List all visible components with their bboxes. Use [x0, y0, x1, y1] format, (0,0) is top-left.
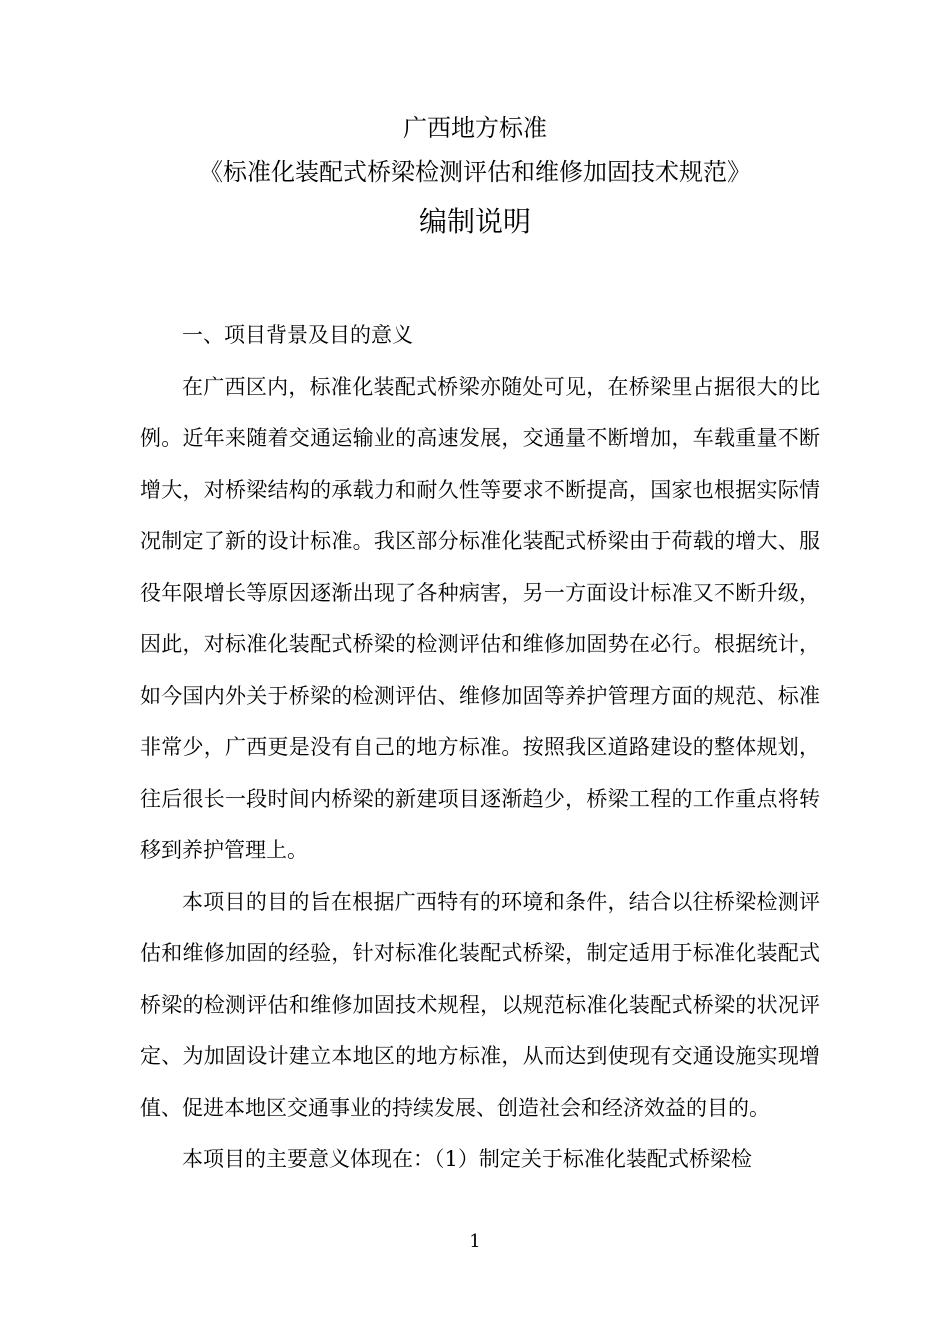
document-title-line-1: 广西地方标准: [403, 114, 547, 142]
paragraph: 本项目的主要意义体现在：（1）制定关于标准化装配式桥梁检: [182, 1147, 752, 1171]
paragraph: 本项目的目的旨在根据广西特有的环境和条件，结合以往桥梁检测评估和维修加固的经验，针对标准化装配式桥梁，制定适用于标准化装配式桥梁的检测评估和维修加固技术规程，以规范标准化装配式桥梁的状况评定、为加固设计建立本地区的地方标准，从而达到使现有交通设施实现增值、促进本地区交通事业的持续发展、创造社会和经济效益的目的。: [140, 889, 820, 1120]
section-heading: 一、项目背景及目的意义: [182, 323, 413, 347]
paragraph: 在广西区内，标准化装配式桥梁亦随处可见，在桥梁里占据很大的比例。近年来随着交通运输业的高速发展，交通量不断增加，车载重量不断增大，对桥梁结构的承载力和耐久性等要求不断提高，国家也根据实际情况制定了新的设计标准。我区部分标准化装配式桥梁由于荷载的增大、服役年限增长等原因逐渐出现了各种病害，另一方面设计标准又不断升级，因此，对标准化装配式桥梁的检测评估和维修加固势在必行。根据统计，如今国内外关于桥梁的检测评估、维修加固等养护管理方面的规范、标准非常少，广西更是没有自己的地方标准。按照我区道路建设的整体规划，往后很长一段时间内桥梁的新建项目逐渐趋少，桥梁工程的工作重点将转移到养护管理上。: [140, 374, 820, 862]
document-body: [140, 310, 820, 1186]
document-title-line-2: 《标准化装配式桥梁检测评估和维修加固技术规范》: [199, 158, 751, 186]
document-title-line-3: 编制说明: [418, 205, 531, 238]
page-number: 1: [469, 1231, 481, 1252]
